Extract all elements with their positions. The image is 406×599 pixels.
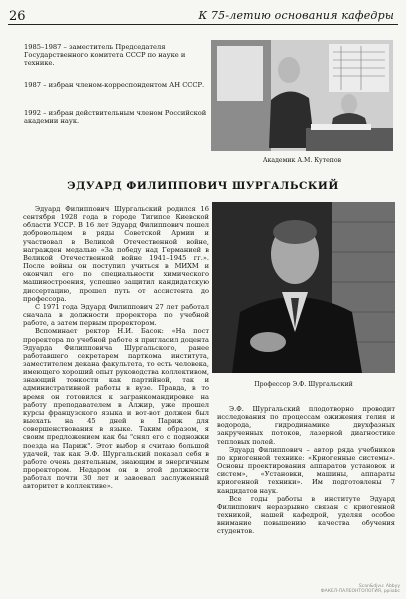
page-number: 26: [9, 9, 26, 24]
right-column: [217, 405, 395, 536]
timeline-entry: 1992 – избран действительным членом Российской академии наук.: [24, 109, 207, 126]
shurgalsky-portrait-image: [212, 202, 395, 373]
paragraph: Вспоминает ректор Н.И. Басок: «На пост проректора по учебной работе я пригласил доцента Эдуарда Филипповича Шургальского, ранее работавшего секретарем парткома института, заместителем декана факультета, то есть человека, имеющего хороший опыт руководства коллективом, знающий тонкости как партийной, так и административной работы в вузе. Правда, в то время он готовился к загранкомандировке на работу преподавателем в Алжир, уже прошел курсы французского языка и вот-вот должен был выехать на 45 дней в Париж для совершенствования в языке. Таким образом, я своим предложением как бы "снял его с подножки поезда на Париж". Этот выбор я считаю большой удачей, так как Э.Ф. Шургальский показал себя в работе очень деятельным, знающим и энергичным проректором. Недаром он в этой должности работал почти 30 лет и завоевал заслуженный авторитет в коллективе».: [23, 327, 209, 491]
timeline-entry: 1987 – избран членом-корреспондентом АН СССР.: [24, 81, 205, 89]
paragraph: Э.Ф. Шургальский плодотворно проводит исследования по процессам ожижения гелия и водорода, гидродинамике двухфазных закрученных потоков, лазерной диагностике тепловых полей.: [217, 405, 395, 446]
left-column: [23, 205, 209, 490]
portrait-caption: Профессор Э.Ф. Шургальский: [254, 381, 353, 388]
header-rule: [8, 24, 398, 25]
running-title: К 75-летию основания кафедры: [198, 9, 394, 22]
kutepov-photo-caption: Академик А.М. Кутепов: [262, 157, 342, 164]
timeline-entry: 1985–1987 – заместитель Председателя Государственного комитета СССР по науке и технике.: [24, 43, 186, 68]
paragraph: Все годы работы в институте Эдуард Филиппович неразрывно связан с криогенной техникой, нашей кафедрой, уделяя особое внимание повышению качества обучения студентов.: [217, 494, 395, 536]
article-title: ЭДУАРД ФИЛИППОВИЧ ШУРГАЛЬСКИЙ: [67, 180, 339, 192]
scan-watermark: Scan&djvu: Abbyy ФАКЕЛ-ПАЛЕОНТОЛОГИЯ, ppiiabc: [320, 584, 400, 594]
kutepov-photo-image: [211, 40, 393, 151]
paragraph: Эдуард Филиппович Шургальский родился 16 сентября 1928 года в городе Тигипсе Киевской области УССР. В 16 лет Эдуард Филиппович пошел добровольцем в ряды Советской Армии и участвовал в Великой Отечественной войне, награжден медалью «За победу над Германией в Великой Отечественной войне 1941–1945 гг.». После войны он поступил учиться в МИХМ и окончил его по специальности химического машиностроения, успешно защитил кандидатскую диссертацию, прошел путь от ассистента до профессора.: [23, 205, 209, 303]
shurgalsky-portrait: [212, 202, 395, 373]
kutepov-photo: [211, 40, 393, 151]
paragraph: Эдуард Филиппович – автор ряда учебников по криогенной технике: «Криогенные системы». Основы проектирования аппаратов установок и систем», «Установки, машины, аппараты криогенной техники». Им подготовлены 7 кандидатов наук.: [217, 445, 395, 495]
paragraph: С 1971 года Эдуард Филиппович 27 лет работал сначала в должности проректора по учебной работе, а затем первым проректором.: [23, 302, 209, 328]
